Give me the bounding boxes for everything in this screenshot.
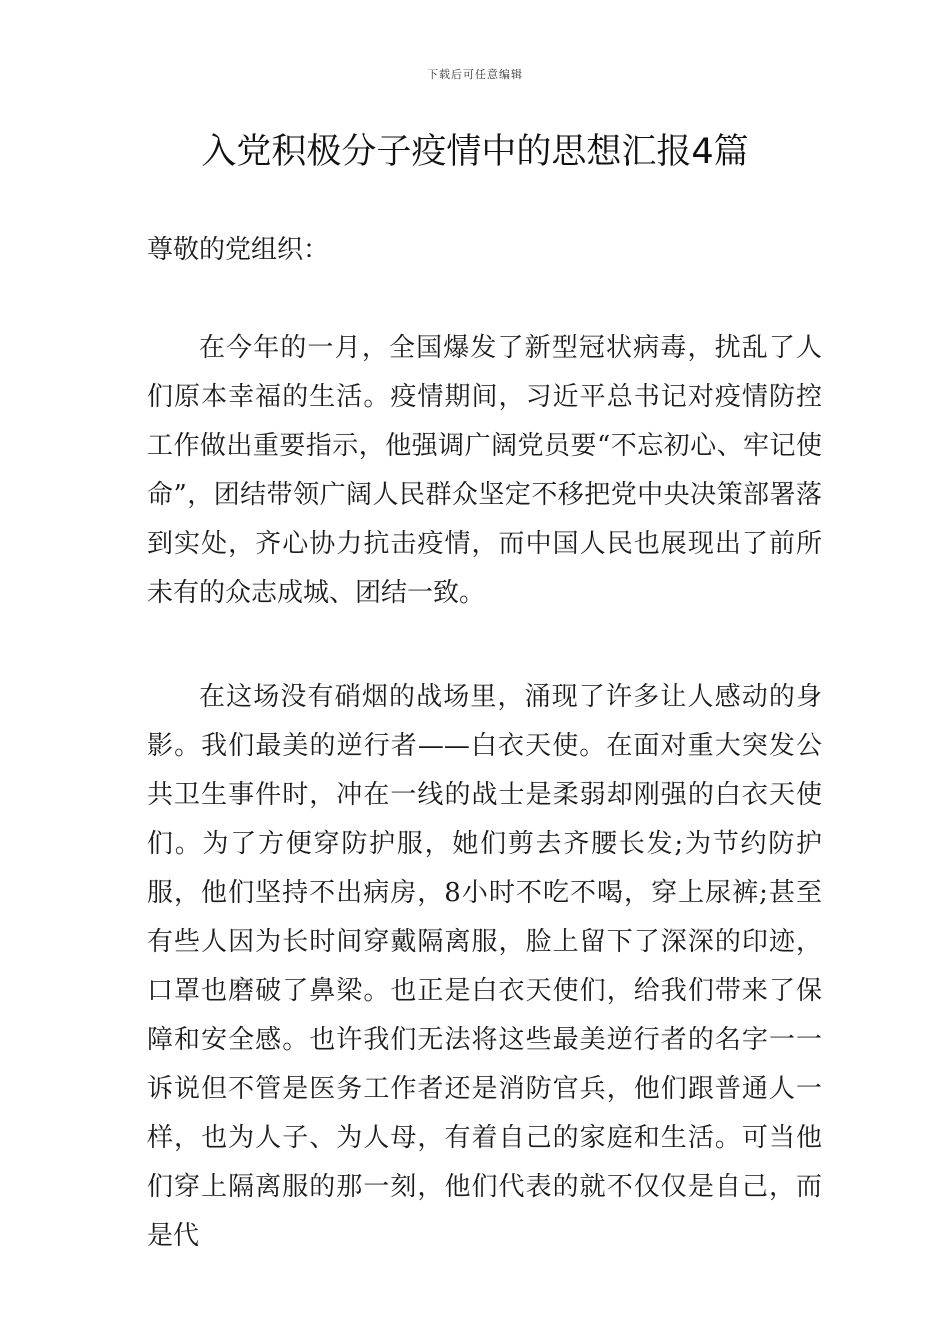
paragraph-1: 在今年的一月，全国爆发了新型冠状病毒，扰乱了人们原本幸福的生活。疫情期间，习近平总书记对疫情防控工作做出重要指示，他强调广阔党员要“不忘初心、牢记使命”，团结带领广阔人民群众坚定不移把党中央决策部署落到实处，齐心协力抗击疫情，而中国人民也展现出了前所未有的众志成城、团结一致。 [147,333,822,608]
header-note: 下载后可任意编辑 [427,68,523,81]
salutation: 尊敬的党组织： [147,235,330,265]
document-title: 入党积极分子疫情中的思想汇报4篇 [201,132,749,172]
paragraph-2: 在这场没有硝烟的战场里，涌现了许多让人感动的身影。我们最美的逆行者——白衣天使。在面对重大突发公共卫生事件时，冲在一线的战士是柔弱却刚强的白衣天使们。为了方便穿防护服，她们剪去齐腰长发;为节约防护服，他们坚持不出病房，8小时不吃不喝，穿上尿裤;甚至有些人因为长时间穿戴隔离服，脸上留下了深深的印迹，口罩也磨破了鼻梁。也正是白衣天使们，给我们带来了保障和安全感。也许我们无法将这些最美逆行者的名字一一诉说但不管是医务工作者还是消防官兵，他们跟普通人一样，也为人子、为人母，有着自己的家庭和生活。可当他们穿上隔离服的那一刻，他们代表的就不仅仅是自己，而是代 [147,682,822,1251]
